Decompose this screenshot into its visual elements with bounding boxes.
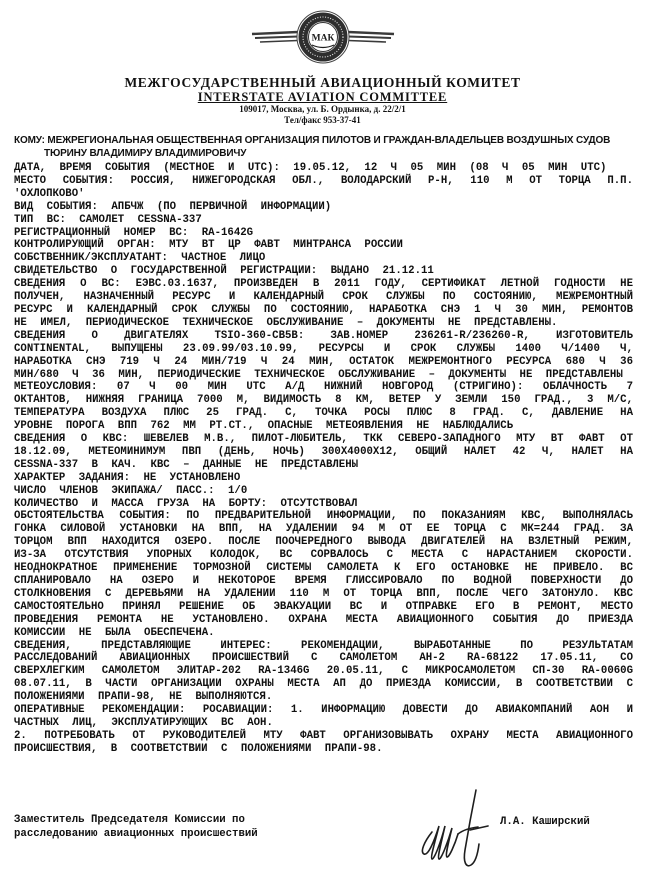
body-paragraph: ТИП ВС: САМОЛЕТ CESSNA-337 — [14, 213, 202, 226]
body-paragraph: СВЕДЕНИЯ О КВС: ШЕВЕЛЕВ М.В., ПИЛОТ-ЛЮБИТЕЛЬ, ТКК СЕВЕРО-ЗАПАДНОГО МТУ ВТ ФАВТ ОТ 18.12.09, МЕТЕОМИНИМУМ ПВП (ДЕНЬ, НОЧЬ) 300X4000X12, ОБЩИЙ НАЛЕТ 42 Ч, НАЛЕТ НА CESSNA-337 В КАЧ. КВС – ДАННЫЕ НЕ ПРЕДСТАВЛЕНЫ — [14, 433, 633, 471]
body-paragraph: СВЕДЕНИЯ О ВС: ЕЭВС.03.1637, ПРОИЗВЕДЕН В 2011 ГОДУ, СЕРТИФИКАТ ЛЕТНОЙ ГОДНОСТИ НЕ ПОЛУЧЕН, НАЗНАЧЕННЫЙ РЕСУРС И КАЛЕНДАРНЫЙ СРОК СЛУЖБЫ ПО СОСТОЯНИЮ, МЕЖРЕМОНТНЫЙ РЕСУРС И КАЛЕНДАРНЫЙ СРОК СЛУЖБЫ ПО СОСТОЯНИЮ, НАРАБОТКА СНЭ 1 Ч 30 МИН, РЕМОНТОВ НЕ ИМЕЛ, ПЕРИОДИЧЕСКОЕ ТЕХНИЧЕСКОЕ ОБСЛУЖИВАНИЕ – ДОКУМЕНТЫ НЕ ПРЕДСТАВЛЕНЫ. — [14, 278, 633, 329]
mak-winged-emblem-icon — [248, 5, 398, 69]
org-address: 109017, Москва, ул. Б. Ордынка, д. 22/2/1 — [239, 104, 406, 114]
logo-wrap — [0, 5, 645, 71]
body-paragraph: РЕГИСТРАЦИОННЫЙ НОМЕР ВС: RA-1642G — [14, 226, 254, 239]
body-paragraph: КОЛИЧЕСТВО И МАССА ГРУЗА НА БОРТУ: ОТСУТСТВОВАЛ — [14, 497, 358, 510]
signer-post — [14, 814, 258, 841]
body-paragraph: СОБСТВЕННИК/ЭКСПЛУАТАНТ: ЧАСТНОЕ ЛИЦО — [14, 252, 266, 265]
recipient-block — [14, 135, 633, 160]
body-paragraph: МЕТЕОУСЛОВИЯ: 07 Ч 00 МИН UTC А/Д НИЖНИЙ НОВГОРОД (СТРИГИНО): ОБЛАЧНОСТЬ 7 ОКТАНТОВ, НИЖНЯЯ ГРАНИЦА 7000 М, ВИДИМОСТЬ 8 КМ, ВЕТЕР У ЗЕМЛИ 150 ГРАД., 3 М/С, ТЕМПЕРАТУРА ВОЗДУХА ПЛЮС 25 ГРАД. С, ТОЧКА РОСЫ ПЛЮС 8 ГРАД. С, ДАВЛЕНИЕ НА УРОВНЕ ПОРОГА ВПП 762 ММ РТ.СТ., ОПАСНЫЕ МЕТЕОЯВЛЕНИЯ НЕ НАБЛЮДАЛИСЬ — [14, 381, 633, 433]
body-paragraph: СВЕДЕНИЯ О ДВИГАТЕЛЯХ TSIO-360-CB5B: ЗАВ.НОМЕР 236261-R/236260-R, ИЗГОТОВИТЕЛЬ CONTINENTAL, ВЫПУЩЕНЫ 23.09.99/03.10.99, РЕСУРСЫ И СРОК СЛУЖБЫ 1400 Ч/1400 Ч, НАРАБОТКА СНЭ 719 Ч 24 МИН/719 Ч 24 МИН, ОСТАТОК МЕЖРЕМОНТНОГО РЕСУРСА 680 Ч 36 МИН/680 Ч 36 МИН, ПЕРИОДИЧЕСКИЕ ТЕХНИЧЕСКОЕ ОБСЛУЖИВАНИЕ – ДОКУМЕНТЫ НЕ ПРЕДСТАВЛЕНЫ — [14, 329, 633, 381]
org-phone: Тел/факс 953-37-41 — [284, 114, 361, 125]
letterhead — [0, 0, 645, 125]
recipient-person: ТЮРИНУ ВЛАДИМИРУ ВЛАДИМИРОВИЧУ — [44, 147, 247, 159]
org-name-en: INTERSTATE AVIATION COMMITTEE — [197, 90, 448, 104]
body-paragraph: МЕСТО СОБЫТИЯ: РОССИЯ, НИЖЕГОРОДСКАЯ ОБЛ., ВОЛОДАРСКИЙ Р-Н, 110 М ОТ ТОРЦА П.П. 'ОХЛОПКОВО' — [14, 174, 633, 200]
recipient-organization: КОМУ: МЕЖРЕГИОНАЛЬНАЯ ОБЩЕСТВЕННАЯ ОРГАНИЗАЦИЯ ПИЛОТОВ И ГРАЖДАН-ВЛАДЕЛЬЦЕВ ВОЗДУШНЫХ СУДОВ — [14, 135, 611, 146]
signer-name: Л.А. Каширский — [500, 816, 590, 828]
body-paragraph: СВИДЕТЕЛЬСТВО О ГОСУДАРСТВЕННОЙ РЕГИСТРАЦИИ: ВЫДАНО 21.12.11 — [14, 265, 434, 278]
body-paragraph: ОПЕРАТИВНЫЕ РЕКОМЕНДАЦИИ: РОСАВИАЦИИ: 1. ИНФОРМАЦИЮ ДОВЕСТИ ДО АВИАКОМПАНИЙ АОН И ЧАСТНЫХ ЛИЦ, ЭКСПЛУАТИРУЮЩИХ ВС АОН. — [14, 704, 633, 729]
handwritten-signature-icon — [418, 786, 504, 878]
body-paragraph: КОНТРОЛИРУЮЩИЙ ОРГАН: МТУ ВТ ЦР ФАВТ МИНТРАНСА РОССИИ — [14, 239, 403, 252]
body-paragraph: ХАРАКТЕР ЗАДАНИЯ: НЕ УСТАНОВЛЕНО — [14, 471, 241, 484]
body-paragraph: 2. ПОТРЕБОВАТЬ ОТ РУКОВОДИТЕЛЕЙ МТУ ФАВТ ОРГАНИЗОВЫВАТЬ ОХРАНУ МЕСТА АВИАЦИОННОГО ПРОИСШЕСТВИЯ, В СООТВЕТСТВИИ С ПОЛОЖЕНИЯМИ ПРАПИ-98. — [14, 729, 633, 755]
body-paragraph: СВЕДЕНИЯ, ПРЕДСТАВЛЯЮЩИЕ ИНТЕРЕС: РЕКОМЕНДАЦИИ, ВЫРАБОТАННЫЕ ПО РЕЗУЛЬТАТАМ РАССЛЕДОВАНИЙ АВИАЦИОННЫХ ПРОИСШЕСТВИЙ С САМОЛЕТОМ АН-2 RA-68122 17.05.11, СО СВЕРХЛЕГКИМ САМОЛЕТОМ ЭЛИТАР-202 RA-1346G 20.05.11, С МИКРОСАМОЛЕТОМ СП-30 RA-0060G 08.07.11, В ЧАСТИ ОРГАНИЗАЦИИ ОХРАНЫ МЕСТА АП ДО ПРИЕЗДА КОМИССИИ, В СООТВЕТСТВИИ С ПОЛОЖЕНИЯМИ ПРАПИ-98, НЕ ВЫПОЛНЯЮТСЯ. — [14, 639, 633, 704]
body-paragraph: ОБСТОЯТЕЛЬСТВА СОБЫТИЯ: ПО ПРЕДВАРИТЕЛЬНОЙ ИНФОРМАЦИИ, ПО ПОКАЗАНИЯМ КВС, ВЫПОЛНЯЛАСЬ ГОНКА СИЛОВОЙ УСТАНОВКИ НА ВПП, НА УДАЛЕНИИ 94 М ОТ ЕЕ ТОРЦА С МК=244 ГРАД. ЗА ТОРЦОМ ВПП НАХОДИТСЯ ОЗЕРО. ПОСЛЕ ПООЧЕРЕДНОГО ВЫВОДА ДВИГАТЕЛЕЙ НА ВЗЛЕТНЫЙ РЕЖИМ, ИЗ-ЗА ОТСУТСТВИЯ УПОРНЫХ КОЛОДОК, ВС СОРВАЛОСЬ С МЕСТА С НАРАСТАНИЕМ СКОРОСТИ. НЕОДНОКРАТНОЕ ПРИМЕНЕНИЕ ТОРМОЗНОЙ СИСТЕМЫ САМОЛЕТА К ЕГО ОСТАНОВКЕ НЕ ПРИВЕЛО. ВС СПЛАНИРОВАЛО НА ОЗЕРО И НЕКОТОРОЕ ВРЕМЯ ГЛИССИРОВАЛО ПО ВОДНОЙ ПОВЕРХНОСТИ ДО СТОЛКНОВЕНИЯ С ДЕРЕВЬЯМИ НА УДАЛЕНИИ 110 М ОТ ТОРЦА ВПП, ПОСЛЕ ЧЕГО ЗАТОНУЛО. КВС САМОСТОЯТЕЛЬНО ПРИНЯЛ РЕШЕНИЕ ОБ ЭВАКУАЦИИ ВС И ОТПРАВКЕ ЕГО В РЕМОНТ, МЕСТО ПРОВЕДЕНИЯ РЕМОНТА НЕ УСТАНОВЛЕНО. ОХРАНА МЕСТА АВИАЦИОННОГО СОБЫТИЯ ДО ПРИЕЗДА КОМИССИИ НЕ БЫЛА ОБЕСПЕЧЕНА. — [14, 510, 633, 639]
body-paragraph: ВИД СОБЫТИЯ: АПБЧЖ (ПО ПЕРВИЧНОЙ ИНФОРМАЦИИ) — [14, 200, 332, 213]
org-name-ru: МЕЖГОСУДАРСТВЕННЫЙ АВИАЦИОННЫЙ КОМИТЕТ — [124, 75, 521, 90]
signer-post-line2: расследованию авиационных происшествий — [14, 827, 258, 840]
logo-monogram: МАК — [311, 33, 334, 44]
report-body — [14, 162, 633, 756]
body-paragraph: ЧИСЛО ЧЛЕНОВ ЭКИПАЖА/ ПАСС.: 1/0 — [14, 484, 248, 497]
body-paragraph: ДАТА, ВРЕМЯ СОБЫТИЯ (МЕСТНОЕ И UTC): 19.05.12, 12 Ч 05 МИН (08 Ч 05 МИН UTC) — [14, 162, 607, 174]
signer-post-line1: Заместитель Председателя Комиссии по — [14, 814, 245, 826]
